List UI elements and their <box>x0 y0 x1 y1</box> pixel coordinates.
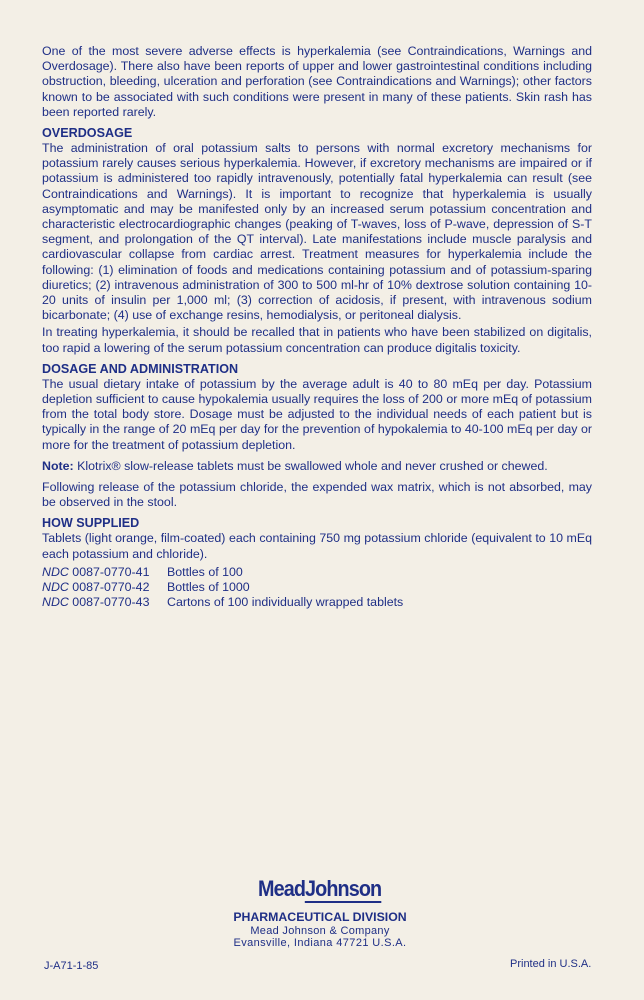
ndc-row <box>42 580 592 595</box>
division-name: PHARMACEUTICAL DIVISION <box>233 910 407 924</box>
dosage-paragraph: The usual dietary intake of potassium by the average adult is 40 to 80 mEq per day. Potassium depletion sufficient to cause hypokalemia usually requires the loss of 200 or more mEq of potassium from the total body store. Dosage must be adjusted to the individual needs of each patient but is typically in the range of 20 mEq per day for the prevention of hypokalemia to 40-100 mEq per day or more for the treatment of potassium depletion. <box>42 376 592 452</box>
dosage-heading: DOSAGE AND ADMINISTRATION <box>42 361 239 376</box>
note-paragraph <box>42 459 592 474</box>
wax-matrix-paragraph: Following release of the potassium chloride, the expended wax matrix, which is not absorbed, may be observed in the stool. <box>42 480 592 510</box>
leaflet-body <box>42 44 592 610</box>
mead-johnson-logo: MeadJohnson <box>258 876 382 901</box>
overdosage-paragraph: The administration of oral potassium salts to persons with normal excretory mechanisms for potassium rarely causes serious hyperkalemia. However, if excretory mechanisms are impaired or if potassium is administered too rapidly intravenously, potentially fatal hyperkalemia can result (see Contraindications and Warnings). It is important to recognize that hyperkalemia is usually asymptomatic and may be manifested only by an increased serum potassium concentration and characteristic electrocardiographic changes (peaking of T-waves, loss of P-wave, depression of S-T segment, and prolongation of the QT interval). Late manifestations include muscle paralysis and cardiovascular collapse from cardiac arrest. Treatment measures for hyperkalemia include the following: (1) elimination of foods and medications containing potassium and of potassium-sparing diuretics; (2) intravenous administration of 300 to 500 ml-hr of 10% dextrose solution containing 10-20 units of insulin per 1,000 ml; (3) correction of acidosis, if present, with intravenous sodium bicarbonate; (4) use of exchange resins, hemodialysis, or peritoneal dialysis. <box>42 141 592 323</box>
note-label: Note: <box>42 458 74 473</box>
ndc-code: NDC 0087-0770-42 <box>42 579 150 594</box>
company-name: Mead Johnson & Company <box>250 925 390 937</box>
note-text: Klotrix® slow-release tablets must be swallowed whole and never crushed or chewed. <box>73 458 548 473</box>
company-address: Evansville, Indiana 47721 U.S.A. <box>233 937 407 949</box>
document-code: J-A71-1-85 <box>44 960 99 972</box>
ndc-table <box>42 565 592 610</box>
ndc-description: Bottles of 1000 <box>167 579 250 594</box>
ndc-code: NDC 0087-0770-41 <box>42 564 150 579</box>
how-supplied-heading: HOW SUPPLIED <box>42 516 140 531</box>
ndc-row <box>42 595 592 610</box>
adverse-effects-paragraph: One of the most severe adverse effects is hyperkalemia (see Contraindications, Warnings and Overdosage). There also have been reports of upper and lower gastrointestinal conditions including obstruction, bleeding, ulceration and perforation (see Contraindications and Warnings); other factors known to be associated with such conditions were present in many of these patients. Skin rash has been reported rarely. <box>42 44 592 119</box>
printed-in: Printed in U.S.A. <box>510 958 592 970</box>
digitalis-paragraph: In treating hyperkalemia, it should be recalled that in patients who have been stabilized on digitalis, too rapid a lowering of the serum potassium concentration can produce digitalis toxicity. <box>42 325 592 355</box>
ndc-description: Bottles of 100 <box>167 564 243 579</box>
ndc-row <box>42 565 592 580</box>
tablets-paragraph: Tablets (light orange, film-coated) each containing 750 mg potassium chloride (equivalent to 10 mEq each potassium and chloride). <box>42 531 592 561</box>
overdosage-heading: OVERDOSAGE <box>42 126 133 141</box>
ndc-description: Cartons of 100 individually wrapped tablets <box>167 594 404 609</box>
ndc-code: NDC 0087-0770-43 <box>42 594 150 609</box>
